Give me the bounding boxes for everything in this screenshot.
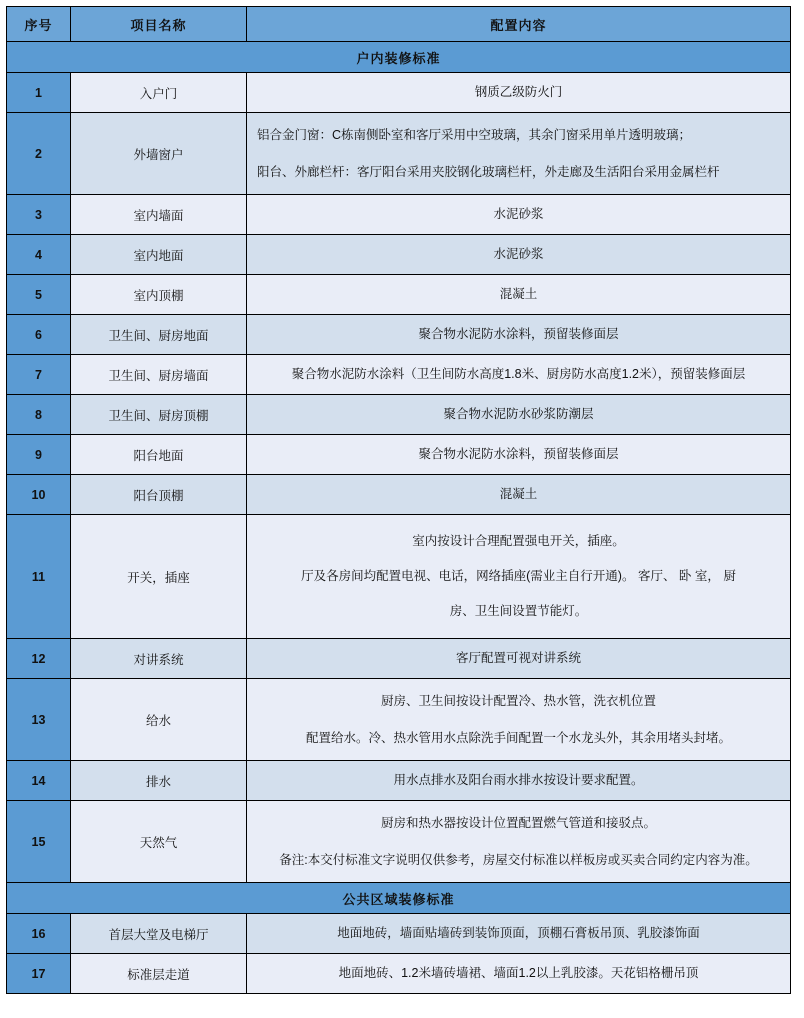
row-content-cell	[247, 355, 791, 395]
row-item-name-cell: 给水	[71, 679, 247, 761]
table-row	[7, 395, 791, 435]
row-content-cell	[247, 801, 791, 883]
content-line: 配置给水。冷、热水管用水点除洗手间配置一个水龙头外，其余用堵头封堵。	[305, 730, 731, 745]
row-content-cell	[247, 275, 791, 315]
row-content-cell	[247, 475, 791, 515]
row-index-cell: 7	[7, 355, 71, 395]
row-item-name-cell: 标准层走道	[71, 954, 247, 994]
row-index-cell: 5	[7, 275, 71, 315]
content-line: 备注:本交付标准文字说明仅供参考，房屋交付标准以样板房或买卖合同约定内容为准。	[279, 852, 758, 867]
content-line: 阳台、外廊栏杆：客厅阳台采用夹胶钢化玻璃栏杆，外走廊及生活阳台采用金属栏杆	[257, 164, 720, 179]
column-header-name: 项目名称	[71, 7, 247, 42]
table-row	[7, 801, 791, 883]
row-item-name-cell: 首层大堂及电梯厅	[71, 914, 247, 954]
row-index-cell: 10	[7, 475, 71, 515]
row-content-cell	[247, 954, 791, 994]
row-item-name-cell: 卫生间、厨房墙面	[71, 355, 247, 395]
row-item-name-cell: 入户门	[71, 73, 247, 113]
table-row	[7, 475, 791, 515]
content-line: 钢质乙级防火门	[474, 85, 563, 100]
row-content-cell	[247, 73, 791, 113]
content-line: 聚合物水泥防水砂浆防潮层	[443, 407, 594, 422]
row-content-cell	[247, 235, 791, 275]
row-item-name-cell: 排水	[71, 761, 247, 801]
table-row	[7, 515, 791, 639]
column-header-content: 配置内容	[247, 7, 791, 42]
table-row	[7, 639, 791, 679]
table-header-row	[7, 7, 791, 42]
decoration-standard-table	[6, 6, 791, 994]
row-index-cell: 11	[7, 515, 71, 639]
content-line: 混凝土	[499, 487, 538, 502]
row-item-name-cell: 外墙窗户	[71, 113, 247, 195]
content-line: 用水点排水及阳台雨水排水按设计要求配置。	[393, 773, 644, 788]
column-header-index: 序号	[7, 7, 71, 42]
table-row	[7, 275, 791, 315]
row-index-cell: 9	[7, 435, 71, 475]
row-index-cell: 15	[7, 801, 71, 883]
section-title: 户内装修标准	[7, 42, 791, 73]
content-line: 客厅配置可视对讲系统	[455, 651, 581, 666]
row-item-name-cell: 阳台地面	[71, 435, 247, 475]
content-line: 水泥砂浆	[493, 247, 544, 262]
row-content-cell	[247, 395, 791, 435]
table-row	[7, 761, 791, 801]
table-row	[7, 355, 791, 395]
row-index-cell: 13	[7, 679, 71, 761]
table-row	[7, 235, 791, 275]
row-item-name-cell: 阳台顶棚	[71, 475, 247, 515]
content-line: 水泥砂浆	[493, 207, 544, 222]
row-item-name-cell: 卫生间、厨房地面	[71, 315, 247, 355]
content-line: 聚合物水泥防水涂料，预留装修面层	[418, 327, 619, 342]
section-title: 公共区域装修标准	[7, 883, 791, 914]
content-line: 房、卫生间设置节能灯。	[449, 603, 588, 618]
row-index-cell: 1	[7, 73, 71, 113]
row-index-cell: 3	[7, 195, 71, 235]
row-content-cell	[247, 761, 791, 801]
row-item-name-cell: 卫生间、厨房顶棚	[71, 395, 247, 435]
row-index-cell: 14	[7, 761, 71, 801]
content-line: 混凝土	[499, 287, 538, 302]
content-line: 厨房和热水器按设计位置配置燃气管道和接驳点。	[380, 815, 656, 830]
section-header-row	[7, 883, 791, 914]
row-index-cell: 2	[7, 113, 71, 195]
row-index-cell: 17	[7, 954, 71, 994]
row-index-cell: 12	[7, 639, 71, 679]
content-line: 室内按设计合理配置强电开关，插座。	[412, 534, 625, 549]
row-content-cell	[247, 679, 791, 761]
table-row	[7, 315, 791, 355]
row-item-name-cell: 室内顶棚	[71, 275, 247, 315]
row-content-cell	[247, 914, 791, 954]
table-row	[7, 914, 791, 954]
row-index-cell: 4	[7, 235, 71, 275]
row-content-cell	[247, 435, 791, 475]
row-index-cell: 6	[7, 315, 71, 355]
table-row	[7, 73, 791, 113]
row-content-cell	[247, 639, 791, 679]
row-item-name-cell: 对讲系统	[71, 639, 247, 679]
row-content-cell	[247, 113, 791, 195]
row-index-cell: 8	[7, 395, 71, 435]
table-row	[7, 679, 791, 761]
table-row	[7, 954, 791, 994]
row-item-name-cell: 天然气	[71, 801, 247, 883]
section-header-row	[7, 42, 791, 73]
row-content-cell	[247, 195, 791, 235]
table-row	[7, 195, 791, 235]
content-line: 地面地砖、1.2米墙砖墙裙、墙面1.2以上乳胶漆。天花铝格栅吊顶	[338, 966, 699, 981]
row-item-name-cell: 室内地面	[71, 235, 247, 275]
content-line: 聚合物水泥防水涂料，预留装修面层	[418, 447, 619, 462]
row-content-cell	[247, 515, 791, 639]
content-line: 铝合金门窗：C栋南侧卧室和客厅采用中空玻璃，其余门窗采用单片透明玻璃；	[257, 127, 692, 142]
row-index-cell: 16	[7, 914, 71, 954]
row-content-cell	[247, 315, 791, 355]
table-row	[7, 435, 791, 475]
row-item-name-cell: 开关，插座	[71, 515, 247, 639]
content-line: 地面地砖，墙面贴墙砖到装饰顶面，顶棚石膏板吊顶、乳胶漆饰面	[337, 926, 700, 941]
content-line: 聚合物水泥防水涂料（卫生间防水高度1.8米、厨房防水高度1.2米），预留装修面层	[291, 367, 746, 382]
row-item-name-cell: 室内墙面	[71, 195, 247, 235]
content-line: 厅及各房间均配置电视、电话，网络插座(需业主自行开通)。 客厅、 卧 室， 厨	[301, 569, 736, 584]
table-row	[7, 113, 791, 195]
content-line: 厨房、卫生间按设计配置冷、热水管，洗衣机位置	[380, 693, 656, 708]
